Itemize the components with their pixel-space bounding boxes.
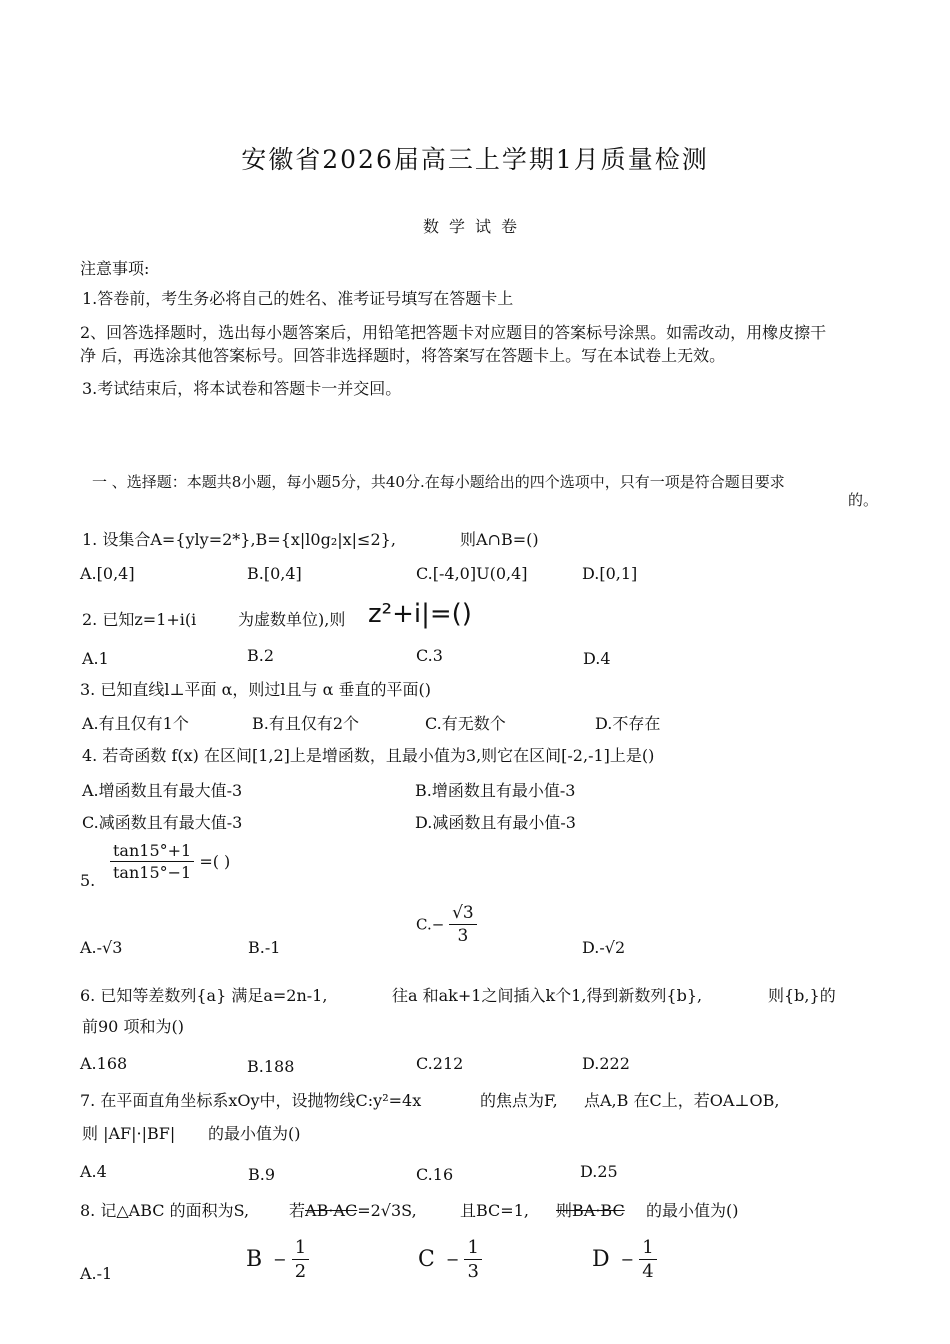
question-6-option-d: D.222 <box>582 1054 630 1073</box>
question-5-number: 5. <box>80 871 96 890</box>
question-8-vector-ba-bc: BA·BC <box>572 1201 625 1220</box>
question-8-option-a: A.-1 <box>80 1264 113 1283</box>
question-8-option-c-num: 1 <box>464 1237 481 1260</box>
question-2-option-a: A.1 <box>82 649 109 668</box>
question-8-vector-ab-ac: AB·AC <box>305 1201 358 1220</box>
question-8-stem-2a: 若 <box>289 1201 306 1220</box>
question-6-stem-2: 往a 和ak+1之间插入k个1,得到新数列{b}, <box>392 986 703 1005</box>
question-2-stem-tail: 为虚数单位),则 <box>238 610 346 629</box>
question-1-stem: 1. 设集合A={yly=2*},B={x|l0g₂|x|≤2}, <box>82 530 396 549</box>
question-7-stem-1: 7. 在平面直角坐标系xOy中，设抛物线C:y²=4x <box>80 1091 422 1110</box>
question-6-option-c: C.212 <box>416 1054 464 1073</box>
page-subtitle: 数学试卷 <box>422 217 527 236</box>
question-3-option-a: A.有且仅有1个 <box>82 714 189 733</box>
question-6-stem-4: 前90 项和为() <box>82 1017 184 1036</box>
question-5-option-a: A.-√3 <box>80 938 123 957</box>
question-6-stem-3: 则{b,}的 <box>768 986 836 1005</box>
question-8-stem-5: 的最小值为() <box>646 1201 739 1220</box>
question-6-option-b: B.188 <box>247 1057 295 1076</box>
question-8-stem-4a: 则 <box>556 1201 573 1220</box>
question-4-option-a: A.增函数且有最大值-3 <box>82 781 243 800</box>
question-3-option-d: D.不存在 <box>595 714 661 733</box>
note-item-1: 1.答卷前，考生务必将自己的姓名、准考证号填写在答题卡上 <box>82 289 514 308</box>
question-8-stem-2 <box>289 1198 417 1221</box>
question-8-option-d-label: D <box>592 1247 610 1272</box>
question-5-tail: =( ) <box>199 852 231 871</box>
question-7-option-c: C.16 <box>416 1165 454 1184</box>
question-8-option-d-frac <box>639 1237 656 1282</box>
question-1-option-d: D.[0,1] <box>582 564 638 583</box>
question-1-option-a: A.[0,4] <box>80 564 135 583</box>
note-item-3: 3.考试结束后，将本试卷和答题卡一并交回。 <box>82 379 402 398</box>
question-2-expression: z²+i|=() <box>368 599 472 629</box>
question-4-option-c: C.减函数且有最大值-3 <box>82 813 243 832</box>
question-2-option-d: D.4 <box>583 649 611 668</box>
question-8-stem-2c: =2√3S, <box>357 1201 417 1220</box>
question-8-option-d-num: 1 <box>639 1237 656 1260</box>
question-5-fraction <box>110 841 230 882</box>
question-7-stem-2: 的焦点为F, <box>480 1091 558 1110</box>
question-5-option-c-den: 3 <box>457 926 469 946</box>
question-8-option-c-frac <box>464 1237 481 1282</box>
question-4-option-b: B.增函数且有最小值-3 <box>415 781 576 800</box>
question-8-option-d-minus: − <box>620 1250 635 1269</box>
question-5-option-b: B.-1 <box>248 938 281 957</box>
question-6-option-a: A.168 <box>80 1054 128 1073</box>
note-item-2a: 2、回答选择题时，选出每小题答案后，用铅笔把答题卡对应题目的答案标号涂黑。如需改动，用橡皮擦干 <box>80 323 827 342</box>
question-5-option-c-num: √3 <box>449 903 477 925</box>
question-4-option-d: D.减函数且有最小值-3 <box>415 813 576 832</box>
question-5-option-d: D.-√2 <box>582 938 626 957</box>
question-1-stem-tail: 则A∩B=() <box>460 530 539 549</box>
question-7-stem-5: 的最小值为() <box>208 1124 301 1143</box>
question-7-option-d: D.25 <box>580 1162 618 1181</box>
question-1-option-c: C.[-4,0]U(0,4] <box>416 564 528 583</box>
question-5-option-c <box>416 903 477 946</box>
notes-heading: 注意事项: <box>80 259 150 278</box>
question-8-option-b-label: B <box>246 1247 263 1272</box>
question-7-stem-4: 则 |AF|·|BF| <box>82 1124 176 1143</box>
question-5-option-c-prefix: C.− <box>416 915 445 934</box>
question-3-stem: 3. 已知直线l⊥平面 α，则过l且与 α 垂直的平面() <box>80 680 431 699</box>
question-8-option-c <box>418 1237 482 1282</box>
question-8-stem-4 <box>556 1198 625 1221</box>
question-4-stem: 4. 若奇函数 f(x) 在区间[1,2]上是增函数，且最小值为3,则它在区间[-2,-1]上是() <box>82 746 655 765</box>
question-8-stem-1: 8. 记△ABC 的面积为S, <box>80 1201 250 1220</box>
question-8-option-b-minus: − <box>273 1250 287 1269</box>
question-8-option-c-label: C <box>418 1247 435 1272</box>
question-8-option-b-frac <box>292 1237 309 1282</box>
question-5-frac <box>110 841 194 882</box>
question-2-option-c: C.3 <box>416 646 443 665</box>
section-heading-tail: 的。 <box>848 491 879 509</box>
question-8-option-c-minus: − <box>445 1250 460 1269</box>
question-5-numerator: tan15°+1 <box>110 841 194 862</box>
question-7-option-b: B.9 <box>248 1165 276 1184</box>
question-6-stem-1: 6. 已知等差数列{a} 满足a=2n-1, <box>80 986 328 1005</box>
question-5-denominator: tan15°−1 <box>113 863 192 882</box>
question-8-option-b-num: 1 <box>292 1237 309 1260</box>
question-8-option-d-den: 4 <box>642 1261 654 1282</box>
question-7-option-a: A.4 <box>80 1162 107 1181</box>
question-3-option-c: C.有无数个 <box>425 714 506 733</box>
question-8-option-c-den: 3 <box>467 1261 479 1282</box>
question-7-stem-3: 点A,B 在C上，若OA⊥OB, <box>584 1091 780 1110</box>
question-1-option-b: B.[0,4] <box>247 564 302 583</box>
question-2-option-b: B.2 <box>247 646 275 665</box>
question-8-option-b <box>246 1237 309 1282</box>
question-3-option-b: B.有且仅有2个 <box>252 714 360 733</box>
question-8-option-b-den: 2 <box>294 1261 307 1282</box>
note-item-2b: 净 后，再选涂其他答案标号。回答非选择题时，将答案写在答题卡上。写在本试卷上无效。 <box>80 346 726 365</box>
question-5-option-c-frac <box>449 903 477 946</box>
question-8-option-d <box>592 1237 657 1282</box>
page-title: 安徽省2026届高三上学期1月质量检测 <box>241 145 709 174</box>
section-heading: 一 、选择题：本题共8小题，每小题5分，共40分.在每小题给出的四个选项中，只有一项是符合题目要求 <box>92 473 785 491</box>
question-2-stem: 2. 已知z=1+i(i <box>82 610 197 629</box>
question-8-stem-3: 且BC=1, <box>460 1201 529 1220</box>
